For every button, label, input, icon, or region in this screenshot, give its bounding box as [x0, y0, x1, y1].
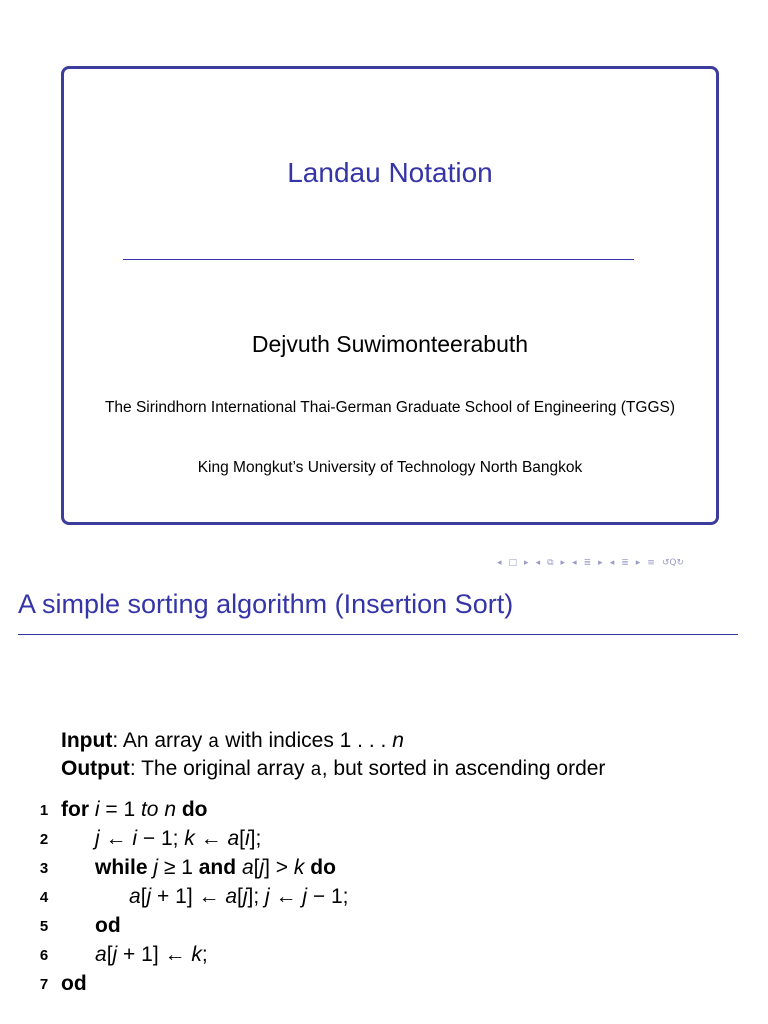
line-number: 1 [39, 802, 49, 819]
insertion-sort-algorithm [0, 798, 768, 1001]
algo-line [0, 798, 768, 827]
code-line-2: j ← i − 1; k ← a[i]; [95, 827, 262, 850]
nav-prev-subsection-icon[interactable]: ◂ [535, 558, 541, 568]
line-number: 5 [39, 918, 49, 935]
institution: The Sirindhorn International Thai-German Graduate School of Engineering (TGGS) [104, 399, 676, 416]
algo-line [0, 914, 768, 943]
nav-slide-icon[interactable]: ≣ [621, 558, 629, 568]
algo-line [0, 827, 768, 856]
code-line-7: od [61, 972, 87, 995]
slide-title: Landau Notation [287, 157, 493, 188]
nav-align-icon[interactable]: ≡ [647, 558, 655, 568]
nav-prev-frame-icon[interactable]: ◂ [497, 558, 502, 568]
line-number: 6 [39, 947, 49, 964]
nav-frame-icon[interactable]: □ [508, 558, 518, 568]
line-number: 4 [39, 889, 49, 906]
title-slide-frame [61, 66, 719, 525]
algo-line [0, 856, 768, 885]
nav-prev-section-icon[interactable]: ◂ [572, 558, 577, 568]
frame-title-rule [18, 634, 738, 635]
nav-search-icon[interactable]: ↺Q↻ [661, 558, 685, 568]
line-number: 2 [39, 831, 49, 848]
title-divider [123, 259, 634, 260]
algo-line [0, 972, 768, 1001]
author-name: Dejvuth Suwimonteerabuth [251, 331, 529, 357]
code-line-4: a[j + 1] ← a[j]; j ← j − 1; [129, 885, 349, 908]
algo-line [0, 943, 768, 972]
nav-next-section-icon[interactable]: ▸ [598, 558, 603, 568]
nav-next-subsection-icon[interactable]: ▸ [560, 558, 566, 568]
line-number: 7 [39, 976, 49, 993]
code-line-6: a[j + 1] ← k; [95, 943, 208, 966]
beamer-navigation [497, 556, 759, 570]
frame-title: A simple sorting algorithm (Insertion Sort) [18, 589, 514, 619]
nav-next-slide-icon[interactable]: ▸ [635, 558, 641, 568]
nav-prev-slide-icon[interactable]: ◂ [609, 558, 615, 568]
code-line-1: for i = 1 to n do [61, 798, 208, 821]
algo-line [0, 885, 768, 914]
nav-section-icon[interactable]: ≣ [583, 558, 592, 568]
code-line-5: od [95, 914, 121, 937]
input-spec: Input: An array a with indices 1 . . . n [61, 729, 404, 753]
output-spec: Output: The original array a, but sorted in ascending order [61, 757, 606, 781]
nav-subsection-icon[interactable]: ⧉ [547, 558, 554, 568]
nav-next-frame-icon[interactable]: ▸ [524, 558, 529, 568]
university: King Mongkut’s University of Technology North Bangkok [197, 459, 583, 476]
code-line-3: while j ≥ 1 and a[j] > k do [95, 856, 336, 879]
line-number: 3 [39, 860, 49, 877]
